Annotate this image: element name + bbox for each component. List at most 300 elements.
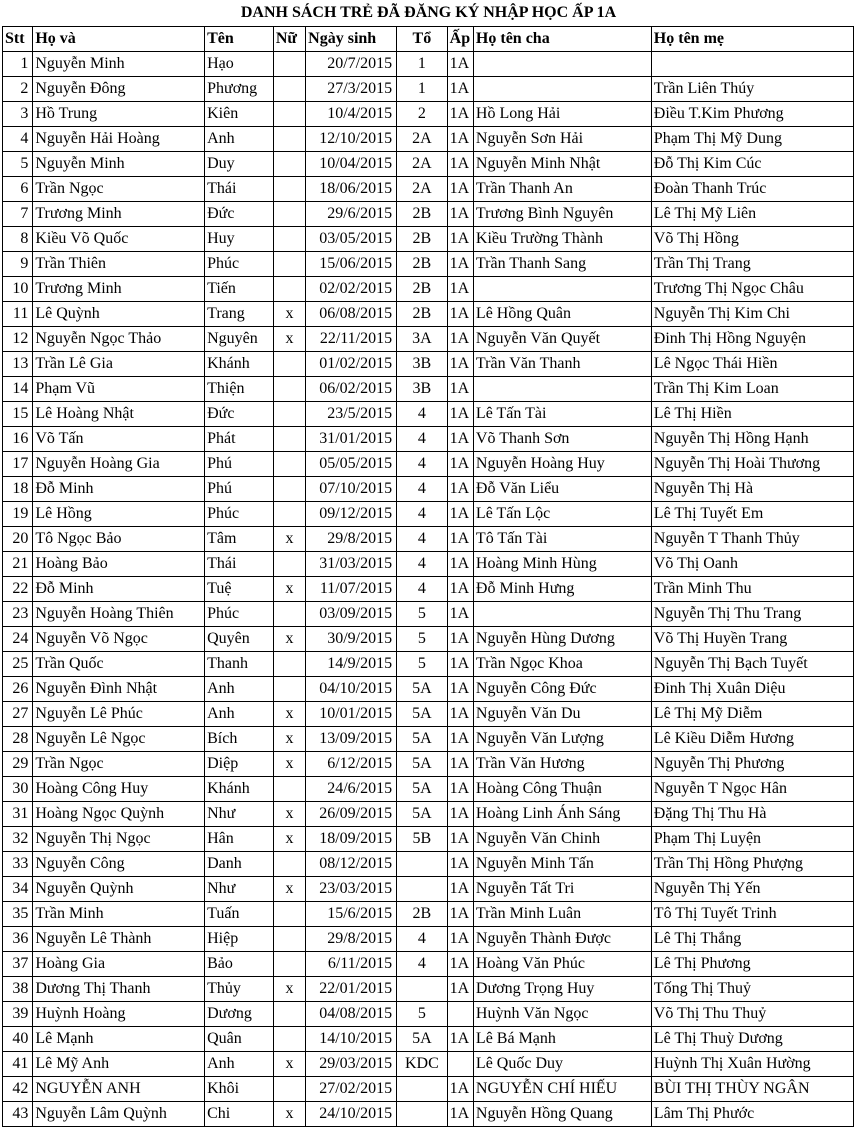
table-row <box>3 377 854 402</box>
cell-ho-va: Trần Lê Gia <box>33 352 205 377</box>
cell-ngay-sinh: 10/01/2015 <box>306 702 397 727</box>
cell-me: Huỳnh Thị Xuân Hường <box>651 1052 853 1077</box>
header-stt: Stt <box>3 27 33 52</box>
cell-ngay-sinh: 05/05/2015 <box>306 452 397 477</box>
cell-ngay-sinh: 14/9/2015 <box>306 652 397 677</box>
cell-nu <box>273 152 305 177</box>
cell-nu <box>273 952 305 977</box>
cell-stt: 1 <box>3 52 33 77</box>
cell-stt: 18 <box>3 477 33 502</box>
cell-ten: Khôi <box>205 1077 274 1102</box>
cell-to: 3A <box>397 327 448 352</box>
cell-ho-va: Nguyễn Ngọc Thảo <box>33 327 205 352</box>
cell-to: 1 <box>397 77 448 102</box>
cell-stt: 31 <box>3 802 33 827</box>
table-row <box>3 177 854 202</box>
cell-ngay-sinh: 04/10/2015 <box>306 677 397 702</box>
cell-nu <box>273 277 305 302</box>
cell-ap: 1A <box>447 752 473 777</box>
table-row <box>3 102 854 127</box>
cell-ngay-sinh: 03/05/2015 <box>306 227 397 252</box>
cell-stt: 26 <box>3 677 33 702</box>
cell-stt: 37 <box>3 952 33 977</box>
cell-ngay-sinh: 22/01/2015 <box>306 977 397 1002</box>
cell-to: 4 <box>397 502 448 527</box>
cell-cha: Trần Văn Thanh <box>473 352 651 377</box>
cell-ho-va: Võ Tấn <box>33 427 205 452</box>
cell-to: 4 <box>397 452 448 477</box>
cell-cha: Trần Văn Hương <box>473 752 651 777</box>
cell-ngay-sinh: 6/12/2015 <box>306 752 397 777</box>
cell-ho-va: Nguyễn Lê Ngọc <box>33 727 205 752</box>
cell-ngay-sinh: 18/06/2015 <box>306 177 397 202</box>
cell-ap <box>447 1002 473 1027</box>
cell-nu <box>273 252 305 277</box>
cell-to <box>397 1102 448 1127</box>
cell-ten: Phú <box>205 452 274 477</box>
cell-stt: 14 <box>3 377 33 402</box>
cell-stt: 2 <box>3 77 33 102</box>
cell-to: 2B <box>397 202 448 227</box>
cell-cha: Nguyễn Tất Tri <box>473 877 651 902</box>
cell-to: 5 <box>397 1002 448 1027</box>
cell-me: Đỗ Thị Kim Cúc <box>651 152 853 177</box>
cell-ap: 1A <box>447 327 473 352</box>
cell-stt: 33 <box>3 852 33 877</box>
cell-to: 2A <box>397 127 448 152</box>
cell-to: 5A <box>397 802 448 827</box>
cell-ho-va: Trần Ngọc <box>33 177 205 202</box>
cell-cha <box>473 52 651 77</box>
cell-me: Trần Thị Trang <box>651 252 853 277</box>
cell-nu: x <box>273 1102 305 1127</box>
cell-ngay-sinh: 15/06/2015 <box>306 252 397 277</box>
cell-ho-va: Tô Ngọc Bảo <box>33 527 205 552</box>
cell-cha: Trần Minh Luân <box>473 902 651 927</box>
cell-cha: Trương Bình Nguyên <box>473 202 651 227</box>
cell-ho-va: Lê Hồng <box>33 502 205 527</box>
cell-cha <box>473 602 651 627</box>
cell-ho-va: Nguyễn Minh <box>33 152 205 177</box>
cell-cha: Nguyễn Công Đức <box>473 677 651 702</box>
cell-ngay-sinh: 27/3/2015 <box>306 77 397 102</box>
page-title: DANH SÁCH TRẺ ĐÃ ĐĂNG KÝ NHẬP HỌC ẤP 1A <box>240 4 617 21</box>
cell-me: Nguyễn Thị Bạch Tuyết <box>651 652 853 677</box>
cell-ho-va: Phạm Vũ <box>33 377 205 402</box>
cell-ap: 1A <box>447 552 473 577</box>
cell-to: 5A <box>397 777 448 802</box>
cell-to: 3B <box>397 352 448 377</box>
cell-ho-va: Trương Minh <box>33 277 205 302</box>
cell-ten: Danh <box>205 852 274 877</box>
cell-ngay-sinh: 09/12/2015 <box>306 502 397 527</box>
cell-ten: Phát <box>205 427 274 452</box>
cell-ap: 1A <box>447 427 473 452</box>
table-row <box>3 852 854 877</box>
cell-ap: 1A <box>447 127 473 152</box>
header-nu: Nữ <box>273 27 305 52</box>
cell-ngay-sinh: 23/03/2015 <box>306 877 397 902</box>
cell-me: Trần Liên Thúy <box>651 77 853 102</box>
header-ap: Ấp <box>447 27 473 52</box>
table-row <box>3 252 854 277</box>
cell-ngay-sinh: 06/08/2015 <box>306 302 397 327</box>
cell-me: Lê Thị Phương <box>651 952 853 977</box>
cell-ap: 1A <box>447 1077 473 1102</box>
cell-cha <box>473 377 651 402</box>
cell-ten: Duy <box>205 152 274 177</box>
cell-ho-va: Trần Quốc <box>33 652 205 677</box>
cell-cha: Trần Thanh Sang <box>473 252 651 277</box>
cell-stt: 25 <box>3 652 33 677</box>
cell-stt: 3 <box>3 102 33 127</box>
cell-ten: Tâm <box>205 527 274 552</box>
cell-to: 5 <box>397 627 448 652</box>
cell-nu <box>273 927 305 952</box>
cell-me: Võ Thị Oanh <box>651 552 853 577</box>
table-row <box>3 877 854 902</box>
cell-ho-va: Nguyễn Hải Hoàng <box>33 127 205 152</box>
table-row <box>3 727 854 752</box>
cell-ho-va: Lê Quỳnh <box>33 302 205 327</box>
cell-me: Lê Thị Thuỳ Dương <box>651 1027 853 1052</box>
cell-to: 2B <box>397 227 448 252</box>
cell-nu <box>273 52 305 77</box>
cell-to <box>397 877 448 902</box>
cell-to: 4 <box>397 527 448 552</box>
table-row <box>3 952 854 977</box>
cell-ten: Hân <box>205 827 274 852</box>
table-row <box>3 927 854 952</box>
cell-ngay-sinh: 29/8/2015 <box>306 527 397 552</box>
table-row <box>3 827 854 852</box>
cell-to: 2B <box>397 252 448 277</box>
cell-ho-va: Nguyễn Lê Phúc <box>33 702 205 727</box>
cell-nu <box>273 777 305 802</box>
cell-ho-va: Hoàng Ngọc Quỳnh <box>33 802 205 827</box>
cell-ho-va: Hồ Trung <box>33 102 205 127</box>
cell-ten: Diệp <box>205 752 274 777</box>
cell-me: Nguyễn T Ngọc Hân <box>651 777 853 802</box>
cell-ngay-sinh: 13/09/2015 <box>306 727 397 752</box>
cell-to <box>397 977 448 1002</box>
cell-stt: 39 <box>3 1002 33 1027</box>
cell-me: Lê Thị Thắng <box>651 927 853 952</box>
cell-stt: 21 <box>3 552 33 577</box>
cell-nu <box>273 602 305 627</box>
cell-ten: Dương <box>205 1002 274 1027</box>
cell-ngay-sinh: 26/09/2015 <box>306 802 397 827</box>
cell-ap: 1A <box>447 252 473 277</box>
cell-nu <box>273 452 305 477</box>
table-row <box>3 802 854 827</box>
cell-ap: 1A <box>447 527 473 552</box>
cell-nu <box>273 552 305 577</box>
cell-ten: Anh <box>205 127 274 152</box>
cell-ho-va: Trần Thiên <box>33 252 205 277</box>
cell-ngay-sinh: 27/02/2015 <box>306 1077 397 1102</box>
cell-ngay-sinh: 31/01/2015 <box>306 427 397 452</box>
cell-cha: Lê Tấn Tài <box>473 402 651 427</box>
cell-ngay-sinh: 10/4/2015 <box>306 102 397 127</box>
table-row <box>3 1052 854 1077</box>
cell-ten: Tiến <box>205 277 274 302</box>
table-row <box>3 777 854 802</box>
cell-stt: 38 <box>3 977 33 1002</box>
cell-ap: 1A <box>447 502 473 527</box>
cell-cha: Nguyễn Hoàng Huy <box>473 452 651 477</box>
student-table <box>2 26 854 1127</box>
cell-ten: Bích <box>205 727 274 752</box>
cell-to: 2B <box>397 277 448 302</box>
cell-ho-va: Lê Mỹ Anh <box>33 1052 205 1077</box>
cell-cha: Huỳnh Văn Ngọc <box>473 1002 651 1027</box>
table-row <box>3 327 854 352</box>
cell-nu <box>273 902 305 927</box>
cell-ap: 1A <box>447 802 473 827</box>
cell-ten: Hạo <box>205 52 274 77</box>
cell-ap: 1A <box>447 977 473 1002</box>
table-row <box>3 227 854 252</box>
cell-nu <box>273 202 305 227</box>
cell-ho-va: Nguyễn Minh <box>33 52 205 77</box>
cell-stt: 8 <box>3 227 33 252</box>
cell-me: Phạm Thị Mỹ Dung <box>651 127 853 152</box>
cell-stt: 4 <box>3 127 33 152</box>
cell-to: 5A <box>397 677 448 702</box>
cell-cha: Hoàng Minh Hùng <box>473 552 651 577</box>
cell-ap: 1A <box>447 77 473 102</box>
table-row <box>3 652 854 677</box>
cell-ngay-sinh: 03/09/2015 <box>306 602 397 627</box>
cell-cha: Kiều Trường Thành <box>473 227 651 252</box>
cell-ten: Hiệp <box>205 927 274 952</box>
cell-ap: 1A <box>447 727 473 752</box>
cell-me: Nguyễn Thị Phương <box>651 752 853 777</box>
cell-ho-va: Nguyễn Hoàng Gia <box>33 452 205 477</box>
cell-ap: 1A <box>447 102 473 127</box>
cell-nu <box>273 352 305 377</box>
cell-nu: x <box>273 577 305 602</box>
cell-ho-va: Nguyễn Công <box>33 852 205 877</box>
table-row <box>3 677 854 702</box>
cell-me: Nguyễn Thị Kim Chi <box>651 302 853 327</box>
cell-cha: Dương Trọng Huy <box>473 977 651 1002</box>
cell-ten: Thiện <box>205 377 274 402</box>
cell-ten: Thủy <box>205 977 274 1002</box>
cell-me: Trần Thị Kim Loan <box>651 377 853 402</box>
header-ngay-sinh: Ngày sinh <box>306 27 397 52</box>
cell-cha: Lê Bá Mạnh <box>473 1027 651 1052</box>
cell-to: 2B <box>397 302 448 327</box>
cell-ten: Đức <box>205 402 274 427</box>
header-to: Tổ <box>397 27 448 52</box>
table-row <box>3 152 854 177</box>
cell-ngay-sinh: 15/6/2015 <box>306 902 397 927</box>
table-row <box>3 77 854 102</box>
cell-cha: Hồ Long Hải <box>473 102 651 127</box>
cell-ten: Anh <box>205 702 274 727</box>
cell-stt: 35 <box>3 902 33 927</box>
cell-ngay-sinh: 29/6/2015 <box>306 202 397 227</box>
cell-ngay-sinh: 10/04/2015 <box>306 152 397 177</box>
cell-stt: 28 <box>3 727 33 752</box>
cell-cha: Lê Tấn Lộc <box>473 502 651 527</box>
cell-ap: 1A <box>447 452 473 477</box>
table-row <box>3 427 854 452</box>
cell-to: 4 <box>397 577 448 602</box>
cell-ap: 1A <box>447 777 473 802</box>
cell-me: Nguyễn Thị Hà <box>651 477 853 502</box>
cell-ngay-sinh: 14/10/2015 <box>306 1027 397 1052</box>
cell-cha: Nguyễn Minh Tấn <box>473 852 651 877</box>
cell-ap: 1A <box>447 877 473 902</box>
cell-ngay-sinh: 04/08/2015 <box>306 1002 397 1027</box>
cell-ngay-sinh: 6/11/2015 <box>306 952 397 977</box>
cell-ap: 1A <box>447 702 473 727</box>
cell-to: 4 <box>397 952 448 977</box>
cell-cha: Hoàng Văn Phúc <box>473 952 651 977</box>
table-row <box>3 977 854 1002</box>
cell-nu <box>273 1002 305 1027</box>
cell-me: Nguyễn Thị Yến <box>651 877 853 902</box>
header-ho-va: Họ và <box>33 27 205 52</box>
cell-nu: x <box>273 877 305 902</box>
table-row <box>3 1002 854 1027</box>
table-row <box>3 127 854 152</box>
cell-nu <box>273 652 305 677</box>
table-row <box>3 402 854 427</box>
cell-ten: Thanh <box>205 652 274 677</box>
cell-ngay-sinh: 06/02/2015 <box>306 377 397 402</box>
cell-stt: 15 <box>3 402 33 427</box>
cell-cha: Tô Tấn Tài <box>473 527 651 552</box>
cell-cha: Trần Ngọc Khoa <box>473 652 651 677</box>
cell-ap <box>447 1052 473 1077</box>
cell-me: Tống Thị Thuỷ <box>651 977 853 1002</box>
cell-me: Nguyễn Thị Hồng Hạnh <box>651 427 853 452</box>
cell-ho-va: Huỳnh Hoàng <box>33 1002 205 1027</box>
cell-nu <box>273 177 305 202</box>
cell-ngay-sinh: 07/10/2015 <box>306 477 397 502</box>
cell-ho-va: Lê Mạnh <box>33 1027 205 1052</box>
cell-me: Lê Kiều Diễm Hương <box>651 727 853 752</box>
table-row <box>3 602 854 627</box>
cell-to: 5A <box>397 702 448 727</box>
table-row <box>3 202 854 227</box>
cell-ten: Chi <box>205 1102 274 1127</box>
cell-cha: Trần Thanh An <box>473 177 651 202</box>
cell-cha: Nguyễn Văn Du <box>473 702 651 727</box>
cell-me <box>651 52 853 77</box>
cell-cha: Nguyễn Thành Được <box>473 927 651 952</box>
cell-ap: 1A <box>447 652 473 677</box>
cell-nu <box>273 502 305 527</box>
cell-stt: 11 <box>3 302 33 327</box>
cell-nu <box>273 1077 305 1102</box>
cell-ngay-sinh: 22/11/2015 <box>306 327 397 352</box>
cell-cha: Nguyễn Văn Chinh <box>473 827 651 852</box>
cell-nu: x <box>273 752 305 777</box>
cell-ten: Tuệ <box>205 577 274 602</box>
cell-ho-va: Hoàng Công Huy <box>33 777 205 802</box>
cell-ten: Kiên <box>205 102 274 127</box>
cell-cha: Nguyễn Hùng Dương <box>473 627 651 652</box>
table-row <box>3 752 854 777</box>
cell-ho-va: Nguyễn Võ Ngọc <box>33 627 205 652</box>
cell-ngay-sinh: 01/02/2015 <box>306 352 397 377</box>
cell-ngay-sinh: 29/03/2015 <box>306 1052 397 1077</box>
cell-nu: x <box>273 302 305 327</box>
header-row <box>3 27 854 52</box>
cell-ap: 1A <box>447 477 473 502</box>
cell-me: Lê Ngọc Thái Hiền <box>651 352 853 377</box>
cell-ho-va: Nguyễn Quỳnh <box>33 877 205 902</box>
cell-to: 5A <box>397 1027 448 1052</box>
cell-me: Võ Thị Huyền Trang <box>651 627 853 652</box>
cell-ap: 1A <box>447 952 473 977</box>
cell-ngay-sinh: 31/03/2015 <box>306 552 397 577</box>
cell-ten: Bảo <box>205 952 274 977</box>
cell-stt: 22 <box>3 577 33 602</box>
cell-to <box>397 1077 448 1102</box>
cell-cha: Nguyễn Văn Quyết <box>473 327 651 352</box>
cell-ten: Phúc <box>205 502 274 527</box>
cell-stt: 12 <box>3 327 33 352</box>
cell-ap: 1A <box>447 577 473 602</box>
cell-nu <box>273 227 305 252</box>
cell-me: Lê Thị Hiền <box>651 402 853 427</box>
cell-ten: Trang <box>205 302 274 327</box>
cell-ho-va: NGUYỄN ANH <box>33 1077 205 1102</box>
cell-ngay-sinh: 11/07/2015 <box>306 577 397 602</box>
cell-ten: Huy <box>205 227 274 252</box>
cell-to: 3B <box>397 377 448 402</box>
cell-ap: 1A <box>447 152 473 177</box>
cell-ap: 1A <box>447 827 473 852</box>
cell-ap: 1A <box>447 852 473 877</box>
table-row <box>3 527 854 552</box>
cell-ho-va: Đỗ Minh <box>33 477 205 502</box>
table-row <box>3 502 854 527</box>
cell-stt: 10 <box>3 277 33 302</box>
cell-ho-va: Hoàng Bảo <box>33 552 205 577</box>
cell-ten: Như <box>205 802 274 827</box>
cell-ap: 1A <box>447 402 473 427</box>
cell-to: 5A <box>397 752 448 777</box>
cell-stt: 34 <box>3 877 33 902</box>
cell-me: Đoàn Thanh Trúc <box>651 177 853 202</box>
table-row <box>3 452 854 477</box>
cell-stt: 5 <box>3 152 33 177</box>
table-row <box>3 1102 854 1127</box>
cell-nu: x <box>273 802 305 827</box>
cell-ngay-sinh: 08/12/2015 <box>306 852 397 877</box>
table-row <box>3 352 854 377</box>
cell-ten: Phúc <box>205 602 274 627</box>
cell-nu <box>273 127 305 152</box>
cell-stt: 17 <box>3 452 33 477</box>
cell-nu <box>273 427 305 452</box>
cell-nu <box>273 677 305 702</box>
cell-ngay-sinh: 20/7/2015 <box>306 52 397 77</box>
cell-ho-va: Dương Thị Thanh <box>33 977 205 1002</box>
cell-ho-va: Nguyễn Đông <box>33 77 205 102</box>
cell-ten: Phú <box>205 477 274 502</box>
cell-ap: 1A <box>447 352 473 377</box>
cell-ap: 1A <box>447 227 473 252</box>
cell-me: Trần Thị Hồng Phượng <box>651 852 853 877</box>
